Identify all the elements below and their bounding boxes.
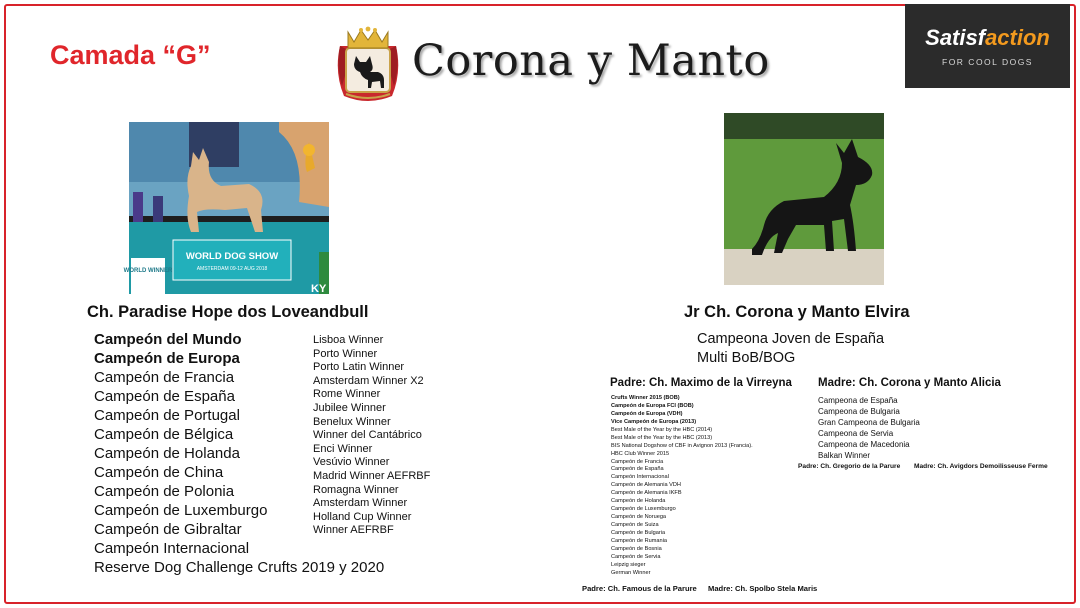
list-item: Campeona Joven de España <box>697 331 885 347</box>
list-item: Campeona de España <box>818 396 898 405</box>
banner-subtext: AMSTERDAM 09-12 AUG 2018 <box>196 266 268 272</box>
kennel-name: Corona y Manto <box>412 36 770 86</box>
list-item: Vesúvio Winner <box>313 456 390 469</box>
list-item: Campeón de China <box>94 464 224 481</box>
crown-crest-icon <box>332 26 404 104</box>
dam-titles <box>697 330 884 368</box>
list-item: Campeón de Bulgaria <box>611 529 666 536</box>
list-item: Campeón de Holanda <box>94 445 240 462</box>
list-item: Rome Winner <box>313 388 381 401</box>
litter-title: Camada “G” <box>50 40 211 70</box>
list-item: Madrid Winner AEFRBF <box>313 469 431 482</box>
sire-minor-titles <box>313 334 430 538</box>
dam-madre-titles <box>818 395 920 461</box>
list-item: Campeón de Luxemburgo <box>611 506 676 513</box>
list-item: Leipzig sieger <box>611 561 646 568</box>
list-item: Campeón de Europa FCI (BOB) <box>611 402 694 409</box>
list-item: Campeón de Europa <box>94 350 240 367</box>
sponsor-brand: Satisfaction <box>925 25 1050 50</box>
dam-madre-heading: Madre: Ch. Corona y Manto Alicia <box>818 377 1001 389</box>
list-item: Campeón Internacional <box>94 540 250 557</box>
list-item: Campeón de Francia <box>611 458 664 465</box>
list-item: Campeón de Bosnia <box>611 545 662 552</box>
dam-padre-heading: Padre: Ch. Maximo de la Virreyna <box>610 377 792 389</box>
sponsor-tagline: FOR COOL DOGS <box>942 57 1033 67</box>
list-item: Winner AEFRBF <box>313 524 394 537</box>
list-item: BIS National Dogshow of CBF in Avignon 2013 (Francia). <box>611 442 753 449</box>
list-item: Romagna Winner <box>313 483 399 496</box>
padre-granddam: Madre: Ch. Spolbo Stela Maris <box>708 584 818 593</box>
list-item: Campeón de Holanda <box>611 498 666 505</box>
list-item: Campeón del Mundo <box>94 331 242 348</box>
list-item: Lisboa Winner <box>313 334 384 346</box>
banner-text: WORLD DOG SHOW <box>185 251 279 262</box>
madre-grandsire: Padre: Ch. Gregorio de la Parure <box>798 463 901 470</box>
list-item: Gran Campeona de Bulgaria <box>818 418 920 427</box>
list-item: Jubilee Winner <box>313 401 386 414</box>
list-item: Campeón de Portugal <box>94 407 240 424</box>
list-item: Winner del Cantábrico <box>313 429 422 442</box>
list-item: Campeón de Suiza <box>611 522 659 528</box>
list-item: Campeón de Rumania <box>611 537 667 544</box>
list-item: Campeón de España <box>94 388 235 405</box>
list-item: Campeón Internacional <box>611 474 669 481</box>
list-item: Enci Winner <box>313 442 373 455</box>
list-item: Reserve Dog Challenge Crufts 2019 y 2020 <box>94 559 385 576</box>
list-item: Crufts Winner 2015 (BOB) <box>611 395 680 401</box>
list-item: Campeón de Servia <box>611 553 661 560</box>
list-item: Campeón de Gibraltar <box>94 521 242 538</box>
list-item: Holland Cup Winner <box>313 510 412 523</box>
list-item: Best Male of the Year by the HBC (2013) <box>611 434 713 441</box>
sire-photo <box>123 122 329 295</box>
list-item: HBC Club Winner 2015 <box>611 450 670 457</box>
list-item: German Winner <box>611 569 651 576</box>
list-item: Campeona de Bulgaria <box>818 407 900 416</box>
list-item: Amsterdam Winner X2 <box>313 374 424 387</box>
list-item: Campeón de Luxemburgo <box>94 502 268 519</box>
list-item: Campeón de Europa (VDH) <box>611 410 683 417</box>
list-item: Best Male of the Year by the HBC (2014) <box>611 426 713 433</box>
padre-grandsire: Padre: Ch. Famous de la Parure <box>582 584 697 593</box>
list-item: Amsterdam Winner <box>313 497 408 510</box>
list-item: Balkan Winner <box>818 451 871 460</box>
list-item: Campeón de Francia <box>94 369 235 386</box>
dam-name: Jr Ch. Corona y Manto Elvira <box>684 303 910 321</box>
list-item: Porto Winner <box>313 347 378 360</box>
list-item: Campeón de Alemania VDH <box>611 482 681 489</box>
list-item: Campeón de España <box>611 466 664 473</box>
dam-padre-titles <box>611 395 753 578</box>
list-item: Benelux Winner <box>313 415 391 428</box>
list-item: Vice Campeón de Europa (2013) <box>611 418 697 425</box>
list-item: Porto Latin Winner <box>313 361 405 374</box>
list-item: Campeón de Noruega <box>611 514 667 521</box>
sign-text: WORLD WINNER <box>123 268 173 274</box>
dam-photo <box>724 113 884 285</box>
list-item: Campeón de Bélgica <box>94 426 234 443</box>
sponsor-logo <box>905 4 1070 88</box>
list-item: Campeón de Polonia <box>94 483 235 500</box>
list-item: Campeón de Alemania IKFB <box>611 490 682 497</box>
sire-name: Ch. Paradise Hope dos Loveandbull <box>87 303 369 321</box>
photo-corner-text: KY <box>311 283 327 295</box>
list-item: Campeona de Macedonia <box>818 440 910 449</box>
list-item: Campeona de Servia <box>818 429 894 438</box>
madre-granddam: Madre: Ch. Avigdors Demoilisseuse Ferme <box>914 463 1048 470</box>
list-item: Multi BoB/BOG <box>697 350 796 366</box>
